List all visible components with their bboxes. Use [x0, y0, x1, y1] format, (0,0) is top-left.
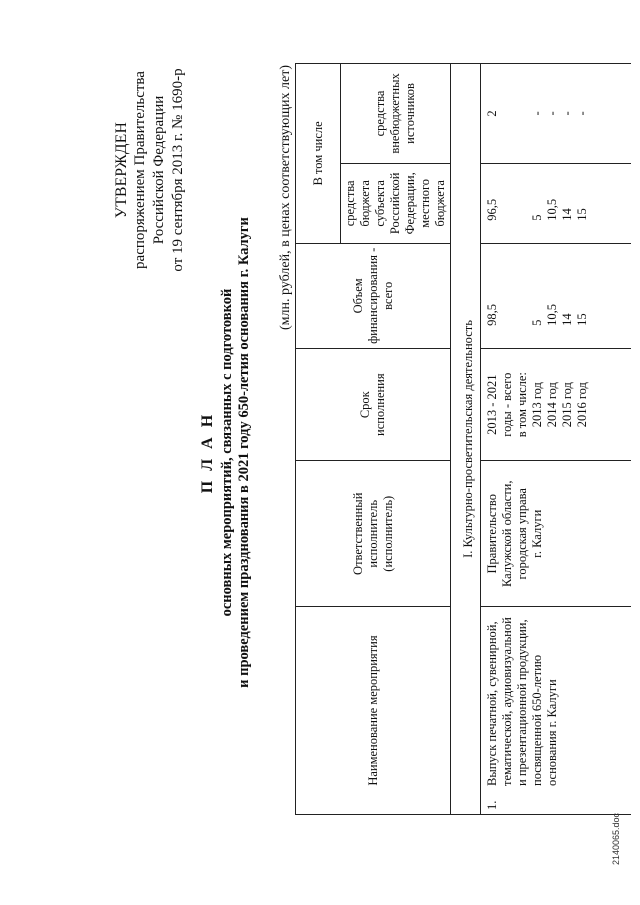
row-volume-value: 15: [575, 313, 589, 326]
header-responsible-line: Ответственный: [350, 492, 365, 575]
row-term-line: 2014 год: [545, 382, 559, 428]
row-responsible-line: г. Калуги: [530, 509, 544, 558]
row-volume-value: [500, 248, 515, 326]
approval-line-2: Российской Федерации: [151, 95, 167, 245]
header-extra-line: средства: [373, 90, 387, 137]
section-row: [451, 64, 481, 815]
header-regional-line: бюджета: [433, 180, 447, 227]
row-regional-value: 10,5: [545, 198, 559, 221]
header-regional-line: бюджета: [358, 180, 372, 227]
approval-stamp: [112, 40, 188, 300]
document-file-reference: 2140065.doc: [611, 812, 621, 865]
row-term-line: 2013 - 2021: [485, 374, 499, 435]
row-responsible-line: Калужской области,: [500, 480, 514, 588]
table-row: [481, 64, 631, 815]
header-term: [296, 348, 451, 461]
approval-line-1: распоряжением Правительства: [132, 71, 148, 269]
cell-term: [481, 348, 631, 461]
row-term-line: 2015 год: [560, 382, 574, 428]
header-regional-line: средства: [343, 180, 357, 227]
plan-title-line-1: основных мероприятий, связанных с подготовкой: [219, 288, 235, 617]
header-including: В том числе: [296, 64, 341, 244]
row-name-wrap: [485, 611, 560, 810]
header-volume-line: финансирования -: [365, 247, 380, 344]
header-name: Наименование мероприятия: [296, 607, 451, 815]
row-regional-value: 14: [560, 208, 574, 221]
row-name: [485, 617, 560, 786]
row-volume-value: 5: [530, 319, 544, 326]
row-number: 1.: [485, 800, 499, 810]
row-term-line: 2016 год: [575, 382, 589, 428]
row-responsible-line: Правительство: [485, 494, 499, 574]
row-volume-value: 98,5: [485, 304, 499, 326]
units-note: (млн. рублей, в ценах соответствующих лет): [278, 65, 293, 330]
row-extra-value: 2: [485, 110, 499, 117]
row-name-line: основания г. Калуги: [545, 679, 559, 786]
row-term-line: годы - всего: [500, 372, 514, 437]
plan-table: [295, 63, 631, 815]
header-responsible: [296, 461, 451, 607]
header-row-1: [296, 64, 341, 815]
row-regional-value: [515, 168, 530, 221]
row-extra-value: [515, 68, 530, 159]
header-term-line: исполнения: [373, 373, 387, 436]
row-responsible-line: городская управа: [515, 488, 529, 580]
cell-name: [481, 607, 631, 815]
row-regional-value: [500, 168, 515, 221]
header-extra-line: источников: [403, 83, 417, 144]
plan-title: [197, 40, 253, 865]
row-name-line: Выпуск печатной, сувенирной,: [485, 621, 499, 786]
row-term-line: 2013 год: [530, 382, 544, 428]
row-volume-value: 14: [560, 313, 574, 326]
row-term-line: в том числе:: [515, 372, 529, 438]
header-extra-line: внебюджетных: [388, 73, 402, 154]
cell-responsible: [481, 461, 631, 607]
header-term-line: Срок: [358, 391, 372, 419]
row-extra-value: -: [545, 111, 559, 116]
header-regional-line: субъекта: [373, 180, 387, 227]
header-responsible-line: (исполнитель): [380, 495, 395, 572]
header-volume-line: Объем: [350, 278, 365, 314]
row-regional-value: 96,5: [485, 198, 499, 221]
row-extra-value: -: [575, 111, 589, 116]
row-extra-value: [500, 68, 515, 159]
section-title: I. Культурно-просветительская деятельность: [451, 64, 481, 815]
header-regional-line: Российской: [388, 172, 402, 235]
header-regional: [341, 163, 451, 243]
plan-title-main: П Л А Н: [199, 411, 216, 494]
header-regional-line: Федерации,: [403, 172, 417, 235]
header-responsible-line: исполнитель: [365, 499, 380, 568]
row-volume-value: 10,5: [545, 304, 559, 326]
row-volume-value: [515, 248, 530, 326]
header-extra: [341, 64, 451, 164]
approval-line-3: от 19 сентября 2013 г. № 1690-р: [170, 68, 186, 272]
row-regional-value: 15: [575, 208, 589, 221]
row-name-line: посвященной 650-летию: [530, 654, 544, 786]
row-name-line: и презентационной продукции,: [515, 619, 529, 786]
cell-regional: [481, 163, 631, 243]
row-extra-value: -: [530, 111, 544, 116]
header-regional-line: местного: [418, 178, 432, 228]
approval-heading: УТВЕРЖДЕН: [113, 121, 130, 219]
header-volume: [296, 243, 451, 348]
header-volume-line: всего: [380, 281, 395, 310]
row-regional-value: 5: [530, 214, 544, 221]
row-extra-value: -: [560, 111, 574, 116]
plan-title-line-2: и проведением празднования в 2021 году 650-летия основания г. Калуги: [236, 217, 252, 688]
cell-extra: [481, 64, 631, 164]
row-name-line: тематической, аудиовизуальной: [500, 617, 514, 786]
cell-volume: [481, 243, 631, 348]
